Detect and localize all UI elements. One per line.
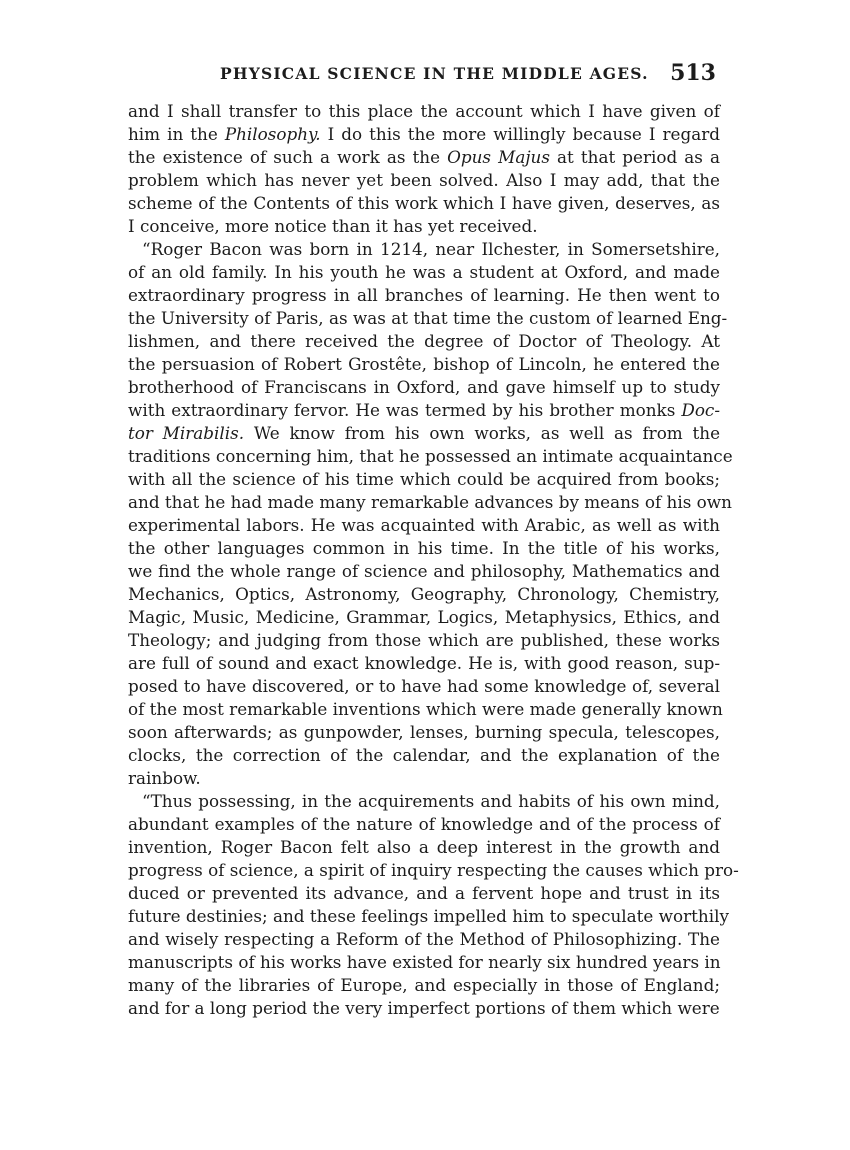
italic-text: Opus Majus bbox=[447, 147, 550, 167]
text-run: and for a long period the very imperfect portions of them which were bbox=[128, 998, 720, 1018]
text-run: traditions concerning him, that he possessed an intimate acquaintance bbox=[128, 446, 733, 466]
italic-text: Philosophy. bbox=[224, 124, 321, 144]
text-run: lishmen, and there received the degree of Doctor of Theology. At bbox=[128, 331, 720, 351]
text-run: the other languages common in his time. In the title of his works, bbox=[128, 538, 720, 558]
text-line bbox=[128, 330, 720, 353]
running-title: PHYSICAL SCIENCE IN THE MIDDLE AGES. bbox=[220, 64, 649, 83]
text-run: “Thus possessing, in the acquirements and habits of his own mind, bbox=[142, 791, 720, 811]
text-line bbox=[128, 422, 720, 445]
text-run: and I shall transfer to this place the account which I have given of bbox=[128, 101, 720, 121]
text-line bbox=[128, 974, 720, 997]
text-run: the persuasion of Robert Grostête, bishop of Lincoln, he entered the bbox=[128, 354, 720, 374]
text-run: I conceive, more notice than it has yet received. bbox=[128, 216, 538, 236]
text-line bbox=[128, 123, 720, 146]
text-run: rainbow. bbox=[128, 768, 201, 788]
text-run: and that he had made many remarkable advances by means of his own bbox=[128, 492, 732, 512]
text-line bbox=[128, 560, 720, 583]
text-run: duced or prevented its advance, and a fervent hope and trust in its bbox=[128, 883, 720, 903]
text-run: posed to have discovered, or to have had some knowledge of, several bbox=[128, 676, 720, 696]
text-run: extraordinary progress in all branches of learning. He then went to bbox=[128, 285, 720, 305]
text-run: the University of Paris, as was at that time the custom of learned Eng- bbox=[128, 308, 728, 328]
text-run: abundant examples of the nature of knowledge and of the process of bbox=[128, 814, 720, 834]
text-run: of an old family. In his youth he was a student at Oxford, and made bbox=[128, 262, 720, 282]
text-line bbox=[128, 675, 720, 698]
text-run: are full of sound and exact knowledge. He is, with good reason, sup- bbox=[128, 653, 720, 673]
text-line bbox=[128, 836, 720, 859]
text-line bbox=[128, 928, 720, 951]
text-line bbox=[128, 353, 720, 376]
text-line bbox=[128, 767, 720, 790]
paragraph bbox=[128, 100, 720, 238]
text-line bbox=[128, 813, 720, 836]
text-line bbox=[128, 146, 720, 169]
text-line bbox=[128, 169, 720, 192]
text-line bbox=[128, 215, 720, 238]
text-line bbox=[128, 859, 739, 882]
text-run: many of the libraries of Europe, and especially in those of England; bbox=[128, 975, 720, 995]
text-line bbox=[128, 744, 720, 767]
text-line bbox=[128, 698, 723, 721]
text-line bbox=[128, 284, 720, 307]
text-run: Theology; and judging from those which are published, these works bbox=[128, 630, 720, 650]
text-line bbox=[128, 238, 720, 261]
italic-text: Doc- bbox=[681, 400, 720, 420]
text-line bbox=[128, 445, 733, 468]
text-line bbox=[128, 997, 720, 1020]
text-run: at that period as a bbox=[549, 147, 720, 167]
italic-text: tor Mirabilis. bbox=[128, 423, 245, 443]
paragraph bbox=[128, 238, 733, 790]
text-run: experimental labors. He was acquainted with Arabic, as well as with bbox=[128, 515, 720, 535]
text-run: brotherhood of Franciscans in Oxford, and gave himself up to study bbox=[128, 377, 720, 397]
text-run: problem which has never yet been solved. Also I may add, that the bbox=[128, 170, 720, 190]
text-line bbox=[128, 790, 720, 813]
text-run: scheme of the Contents of this work which I have given, deserves, as bbox=[128, 193, 720, 213]
text-run: We know from his own works, as well as from the bbox=[244, 423, 720, 443]
text-line bbox=[128, 100, 720, 123]
page-number: 513 bbox=[670, 60, 716, 86]
text-line bbox=[128, 583, 720, 606]
text-run: invention, Roger Bacon felt also a deep interest in the growth and bbox=[128, 837, 720, 857]
text-line bbox=[128, 192, 720, 215]
text-run: with all the science of his time which could be acquired from books; bbox=[128, 469, 720, 489]
text-line bbox=[128, 606, 720, 629]
text-line bbox=[128, 537, 720, 560]
text-run: him in the bbox=[128, 124, 225, 144]
text-run: manuscripts of his works have existed for nearly six hundred years in bbox=[128, 952, 721, 972]
text-line bbox=[128, 376, 720, 399]
text-run: Magic, Music, Medicine, Grammar, Logics, Metaphysics, Ethics, and bbox=[128, 607, 720, 627]
text-run: clocks, the correction of the calendar, and the explanation of the bbox=[128, 745, 720, 765]
text-line bbox=[128, 882, 720, 905]
text-run: of the most remarkable inventions which were made generally known bbox=[128, 699, 723, 719]
text-line bbox=[128, 721, 720, 744]
paragraph bbox=[128, 790, 739, 1020]
text-line bbox=[128, 307, 728, 330]
body-text bbox=[128, 100, 739, 1020]
text-line bbox=[128, 951, 720, 974]
text-line bbox=[128, 491, 732, 514]
text-run: I do this the more willingly because I regard bbox=[320, 124, 721, 144]
text-run: progress of science, a spirit of inquiry respecting the causes which pro- bbox=[128, 860, 739, 880]
text-line bbox=[128, 468, 720, 491]
text-run: with extraordinary fervor. He was termed by his brother monks bbox=[128, 400, 682, 420]
text-run: Mechanics, Optics, Astronomy, Geography, Chronology, Chemistry, bbox=[128, 584, 720, 604]
text-run: and wisely respecting a Reform of the Method of Philosophizing. The bbox=[128, 929, 720, 949]
text-line bbox=[128, 905, 729, 928]
running-head bbox=[128, 60, 720, 90]
text-run: future destinies; and these feelings impelled him to speculate worthily bbox=[128, 906, 729, 926]
text-run: the existence of such a work as the bbox=[128, 147, 448, 167]
text-line bbox=[128, 652, 720, 675]
text-run: we find the whole range of science and philosophy, Mathematics and bbox=[128, 561, 720, 581]
text-line bbox=[128, 399, 720, 422]
text-line bbox=[128, 514, 720, 537]
text-run: soon afterwards; as gunpowder, lenses, burning specula, telescopes, bbox=[128, 722, 720, 742]
text-line bbox=[128, 629, 720, 652]
text-line bbox=[128, 261, 720, 284]
text-run: “Roger Bacon was born in 1214, near Ilchester, in Somersetshire, bbox=[142, 239, 720, 259]
